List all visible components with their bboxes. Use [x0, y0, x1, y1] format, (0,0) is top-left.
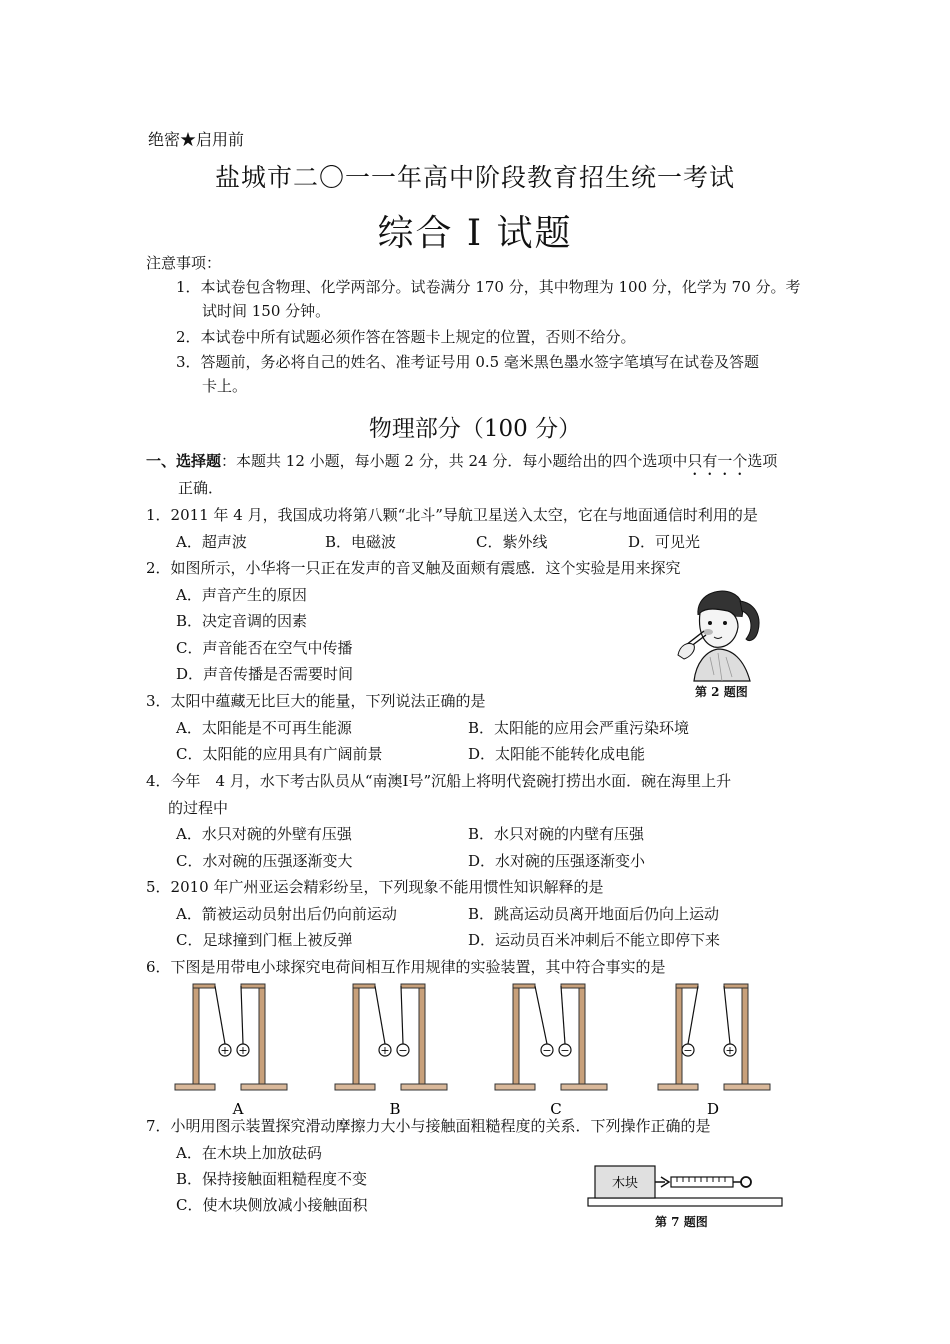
q4-stem-line-2: 的过程中: [168, 799, 229, 817]
q5-option-d: D．运动员百米冲刺后不能立即停下来: [468, 931, 721, 949]
q2-option-b: B．决定音调的因素: [176, 612, 308, 630]
q6-apparatus-c: [495, 984, 607, 1090]
part1-emphasis: 只有一个: [687, 452, 748, 470]
part1-instructions-line-2: 正确．: [178, 479, 224, 497]
physics-section-title: 物理部分（100 分）: [368, 416, 582, 442]
charge-sign: +: [220, 1044, 230, 1057]
q6-label-b: B: [389, 1100, 401, 1118]
block-label: 木块: [611, 1176, 639, 1191]
q6-label-a: A: [232, 1100, 244, 1118]
charge-sign: +: [238, 1044, 248, 1057]
pull-ring: [741, 1177, 751, 1187]
q2-option-a: A．声音产生的原因: [176, 586, 307, 604]
q4-stem-line-1: 4．今年 4 月，水下考古队员从“南澳Ⅰ号”沉船上将明代瓷碗打捞出水面．碗在海里上升: [146, 772, 732, 790]
q2-figure-caption: 第 2 题图: [695, 685, 748, 699]
confidential-mark: 绝密★启用前: [148, 130, 245, 149]
girl-tuning-fork-illustration: [670, 585, 770, 685]
q5-stem: 5．2010 年广州亚运会精彩纷呈，下列现象不能用惯性知识解释的是: [146, 878, 604, 896]
q3-option-d: D．太阳能不能转化成电能: [468, 745, 646, 763]
q1-option-c: C．紫外线: [476, 533, 548, 551]
q7-option-c: C．使木块侧放减小接触面积: [176, 1196, 368, 1214]
note-1-line-2: 试时间 150 分钟。: [202, 302, 331, 320]
q4-option-b: B．水只对碗的内壁有压强: [468, 825, 645, 843]
q2-option-d: D．声音传播是否需要时间: [176, 665, 354, 683]
board: [588, 1198, 782, 1206]
q3-stem: 3．太阳中蕴藏无比巨大的能量，下列说法正确的是: [146, 692, 486, 710]
q4-option-d: D．水对碗的压强逐渐变小: [468, 852, 646, 870]
q6-apparatus-a: [175, 984, 287, 1090]
note-3-line-1: 3．答题前，务必将自己的姓名、准考证号用 0.5 毫米黑色墨水签字笔填写在试卷及答题: [176, 353, 759, 371]
q6-figure: [160, 980, 800, 1120]
q1-option-d: D．可见光: [628, 533, 701, 551]
q6-label-c: C: [550, 1100, 562, 1118]
q6-apparatus-group: [175, 984, 770, 1090]
notes-heading: 注意事项：: [146, 254, 222, 272]
q6-label-d: D: [706, 1100, 720, 1118]
q7-option-b: B．保持接触面粗糙程度不变: [176, 1170, 368, 1188]
charge-sign: −: [560, 1044, 570, 1057]
charge-sign: −: [542, 1044, 552, 1057]
note-1-line-1: 1．本试卷包含物理、化学两部分。试卷满分 170 分，其中物理为 100 分，化学为 70 分。考: [176, 278, 801, 296]
charge-sign: −: [398, 1044, 408, 1057]
spring-scale: [671, 1177, 733, 1187]
charge-sign: +: [380, 1044, 390, 1057]
charge-sign: +: [725, 1044, 735, 1057]
part1-text-b: 选项: [747, 452, 778, 470]
q6-apparatus-d: [658, 984, 770, 1090]
charge-sign: −: [683, 1044, 693, 1057]
q4-option-c: C．水对碗的压强逐渐变大: [176, 852, 353, 870]
q5-option-b: B．跳高运动员离开地面后仍向上运动: [468, 905, 720, 923]
q2-stem: 2．如图所示，小华将一只正在发声的音叉触及面颊有震感．这个实验是用来探究: [146, 559, 681, 577]
q7-figure-caption: 第 7 题图: [655, 1215, 708, 1229]
q7-stem: 7．小明用图示装置探究滑动摩擦力大小与接触面粗糙程度的关系．下列操作正确的是: [146, 1117, 711, 1135]
part1-instructions: [146, 451, 777, 479]
q3-option-a: A．太阳能是不可再生能源: [176, 719, 352, 737]
part1-text-a: ：本题共 12 小题，每小题 2 分，共 24 分．每小题给出的四个选项中: [221, 452, 688, 470]
exam-title: 盐城市二〇一一年高中阶段教育招生统一考试: [214, 163, 735, 192]
note-3-line-2: 卡上。: [202, 377, 248, 395]
note-2: 2．本试卷中所有试题必须作答在答题卡上规定的位置，否则不给分。: [176, 328, 636, 346]
hook: [655, 1177, 669, 1187]
q4-option-a: A．水只对碗的外壁有压强: [176, 825, 352, 843]
exam-subtitle: 综合 I 试题: [377, 213, 573, 254]
q7-friction-apparatus: [585, 1160, 785, 1212]
q6-stem: 6．下图是用带电小球探究电荷间相互作用规律的实验装置，其中符合事实的是: [146, 958, 666, 976]
q5-option-c: C．足球撞到门框上被反弹: [176, 931, 353, 949]
q1-option-a: A．超声波: [176, 533, 247, 551]
q6-apparatus-b: [335, 984, 447, 1090]
q1-stem: 1．2011 年 4 月，我国成功将第八颗“北斗”导航卫星送入太空，它在与地面通信时利用的是: [146, 506, 758, 524]
q3-option-b: B．太阳能的应用会严重污染环境: [468, 719, 690, 737]
q7-option-a: A．在木块上加放砝码: [176, 1144, 322, 1162]
q5-option-a: A．箭被运动员射出后仍向前运动: [176, 905, 397, 923]
part1-label: 一、选择题: [146, 452, 222, 470]
q3-option-c: C．太阳能的应用具有广阔前景: [176, 745, 383, 763]
q1-option-b: B．电磁波: [325, 533, 397, 551]
q2-option-c: C．声音能否在空气中传播: [176, 639, 353, 657]
